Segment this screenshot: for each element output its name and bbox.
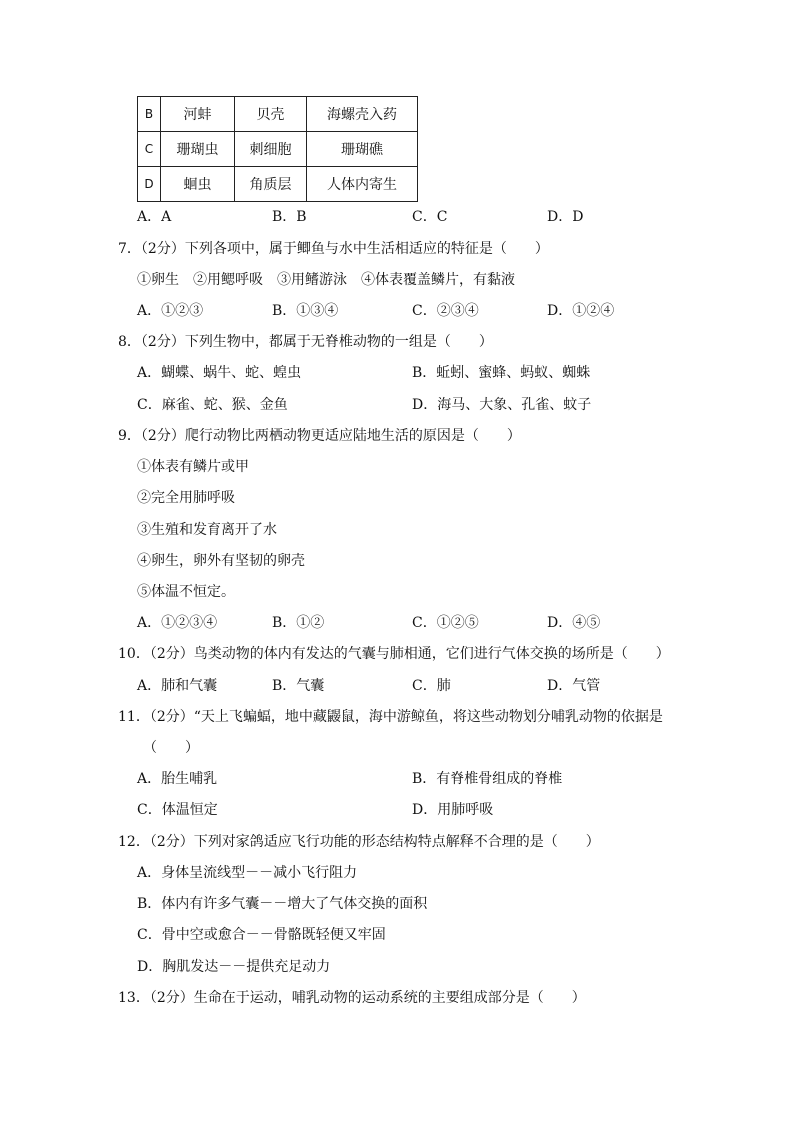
q9-item: ④卵生，卵外有坚韧的卵壳 [137, 553, 305, 569]
q7-option-b: B．①③④ [272, 303, 339, 319]
q9-option-b: B．①② [272, 615, 325, 631]
q6-option-b: B．B [272, 209, 307, 225]
q11-option-a: A．胎生哺乳 [137, 771, 218, 787]
table-cell: 人体内寄生 [307, 167, 418, 202]
table-cell: 贝壳 [235, 97, 307, 132]
q8-option-c: C．麻雀、蛇、猴、金鱼 [137, 397, 288, 413]
q9-option-c: C．①②⑤ [412, 615, 479, 631]
table-row [138, 167, 418, 202]
table-cell: 珊瑚礁 [307, 132, 418, 167]
table-cell: B [138, 97, 161, 132]
q12-option-c: C．骨中空或愈合－－骨骼既轻便又牢固 [137, 927, 386, 943]
table-cell: 蛔虫 [161, 167, 235, 202]
q11-option-b: B．有脊椎骨组成的脊椎 [412, 771, 563, 787]
q8-option-a: A．蝴蝶、蜗牛、蛇、蝗虫 [137, 365, 302, 381]
q8-option-b: B．蚯蚓、蜜蜂、蚂蚁、蜘蛛 [412, 365, 591, 381]
q12-stem: 12．（2分）下列对家鸽适应飞行功能的形态结构特点解释不合理的是（ ） [118, 834, 600, 850]
table-cell: 刺细胞 [235, 132, 307, 167]
q9-option-a: A．①②③④ [137, 615, 218, 631]
table-row [138, 132, 418, 167]
q6-option-c: C．C [412, 209, 448, 225]
q10-option-a: A．肺和气囊 [137, 678, 218, 694]
q12-option-d: D．胸肌发达－－提供充足动力 [137, 959, 331, 975]
q9-option-d: D．④⑤ [547, 615, 601, 631]
q10-option-d: D．气管 [547, 678, 601, 694]
q7-option-c: C．②③④ [412, 303, 479, 319]
q9-stem: 9．（2分）爬行动物比两栖动物更适应陆地生活的原因是（ ） [118, 428, 521, 444]
q9-item: ②完全用肺呼吸 [137, 490, 235, 506]
q8-option-d: D．海马、大象、孔雀、蚊子 [412, 397, 592, 413]
q13-stem: 13．（2分）生命在于运动，哺乳动物的运动系统的主要组成部分是（ ） [118, 990, 586, 1006]
table-cell: 珊瑚虫 [161, 132, 235, 167]
table-cell: 河蚌 [161, 97, 235, 132]
table-cell: 海螺壳入药 [307, 97, 418, 132]
answer-table [137, 96, 418, 202]
q10-stem: 10．（2分）鸟类动物的体内有发达的气囊与肺相通，它们进行气体交换的场所是（ ） [118, 646, 670, 662]
q11-option-d: D．用肺呼吸 [412, 802, 494, 818]
q6-option-d: D．D [547, 209, 584, 225]
q11-option-c: C．体温恒定 [137, 802, 218, 818]
q9-item: ①体表有鳞片或甲 [137, 459, 249, 475]
table-cell: D [138, 167, 161, 202]
q9-item: ⑤体温不恒定。 [137, 584, 235, 600]
q7-option-a: A．①②③ [137, 303, 204, 319]
q7-option-d: D．①②④ [547, 303, 615, 319]
q11-stem-cont: （ ） [143, 740, 199, 756]
q6-option-a: A．A [137, 209, 172, 225]
q7-stem: 7．（2分）下列各项中，属于鲫鱼与水中生活相适应的特征是（ ） [118, 241, 549, 257]
q11-stem: 11．（2分）“天上飞蝙蝠，地中藏鼹鼠，海中游鲸鱼，将这些动物划分哺乳动物的依据是 [118, 709, 663, 725]
q7-items: ①卵生 ②用鳃呼吸 ③用鳍游泳 ④体表覆盖鳞片，有黏液 [137, 272, 515, 288]
q12-option-b: B．体内有许多气囊－－增大了气体交换的面积 [137, 896, 428, 912]
q10-option-b: B．气囊 [272, 678, 325, 694]
q10-option-c: C．肺 [412, 678, 451, 694]
q9-item: ③生殖和发育离开了水 [137, 522, 277, 538]
table-cell: 角质层 [235, 167, 307, 202]
q8-stem: 8．（2分）下列生物中，都属于无脊椎动物的一组是（ ） [118, 334, 493, 350]
table-row [138, 97, 418, 132]
table-cell: C [138, 132, 161, 167]
q12-option-a: A．身体呈流线型－－减小飞行阻力 [137, 865, 358, 881]
